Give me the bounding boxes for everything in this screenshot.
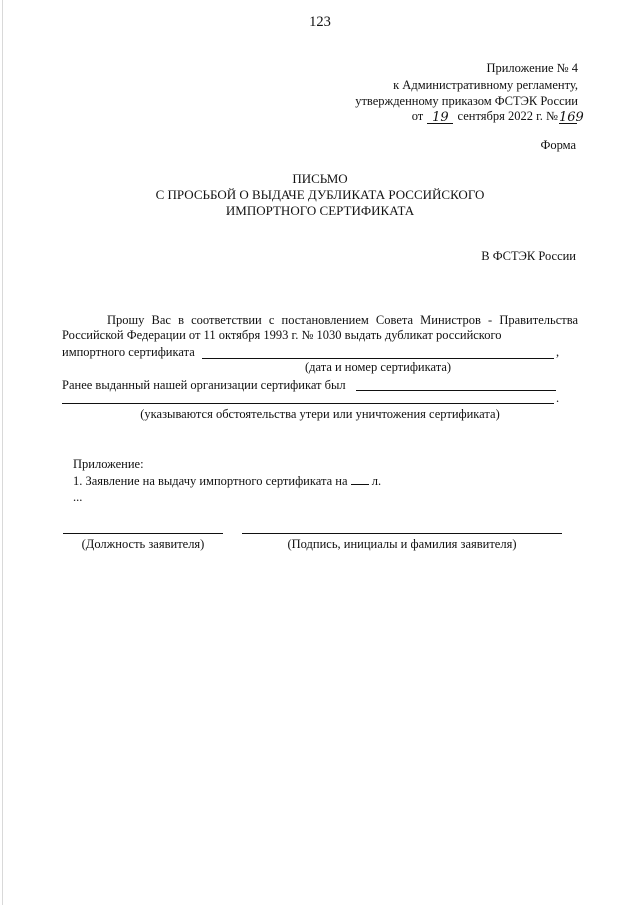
- annex-date-day: [427, 110, 453, 124]
- position-hint: (Должность заявителя): [81, 537, 205, 551]
- annex-line-3: утвержденному приказом ФСТЭК России: [355, 94, 578, 108]
- title-line-1: ПИСЬМО: [292, 171, 348, 186]
- certificate-comma: ,: [556, 345, 560, 359]
- recipient: В ФСТЭК России: [481, 249, 576, 263]
- attachment-item-1: [73, 473, 381, 489]
- circumstances-end: .: [556, 391, 560, 405]
- handwritten-order-number: 169: [559, 110, 584, 125]
- annex-line-1: Приложение № 4: [486, 61, 578, 75]
- request-text: Прошу Вас в соответствии с постановлением Совета Министров - Правительства Российской Федерации от 11 октября 1993 г. № 1030 выдать дубликат российского: [62, 313, 578, 342]
- page-number: 123: [309, 14, 331, 30]
- certificate-blank-line: [202, 358, 554, 359]
- certificate-hint: (дата и номер сертификата): [304, 360, 452, 374]
- circumstances-blank-line: [62, 403, 554, 404]
- signature-hint: (Подпись, инициалы и фамилия заявителя): [287, 537, 517, 551]
- request-paragraph: [62, 313, 578, 343]
- attachment-item-1-suffix: л.: [371, 474, 382, 488]
- scan-edge: [2, 0, 3, 905]
- annex-date-prefix: от: [411, 109, 424, 123]
- attachments-heading: Приложение:: [73, 457, 144, 471]
- handwritten-day: 19: [432, 110, 449, 125]
- signature-line: [242, 533, 562, 534]
- attachment-item-1-prefix: 1. Заявление на выдачу импортного сертификата на: [73, 474, 348, 488]
- annex-line-2: к Административному регламенту,: [393, 78, 578, 92]
- previous-certificate-blank-line: [356, 390, 556, 391]
- attachments-ellipsis: ...: [73, 490, 83, 504]
- certificate-label: импортного сертификата: [62, 345, 195, 359]
- pages-count-blank: [351, 473, 369, 485]
- title-line-2: С ПРОСЬБОЙ О ВЫДАЧЕ ДУБЛИКАТА РОССИЙСКОГО: [155, 187, 485, 202]
- position-signature-line: [63, 533, 223, 534]
- annex-order-number: [559, 110, 584, 125]
- previous-certificate-label: Ранее выданный нашей организации сертификат был: [62, 378, 346, 392]
- circumstances-hint: (указываются обстоятельства утери или уничтожения сертификата): [140, 407, 500, 421]
- form-label: Форма: [540, 138, 576, 152]
- annex-date-rest: сентября 2022 г. №: [457, 109, 558, 123]
- annex-date-line: [411, 109, 584, 125]
- title-line-3: ИМПОРТНОГО СЕРТИФИКАТА: [225, 203, 415, 218]
